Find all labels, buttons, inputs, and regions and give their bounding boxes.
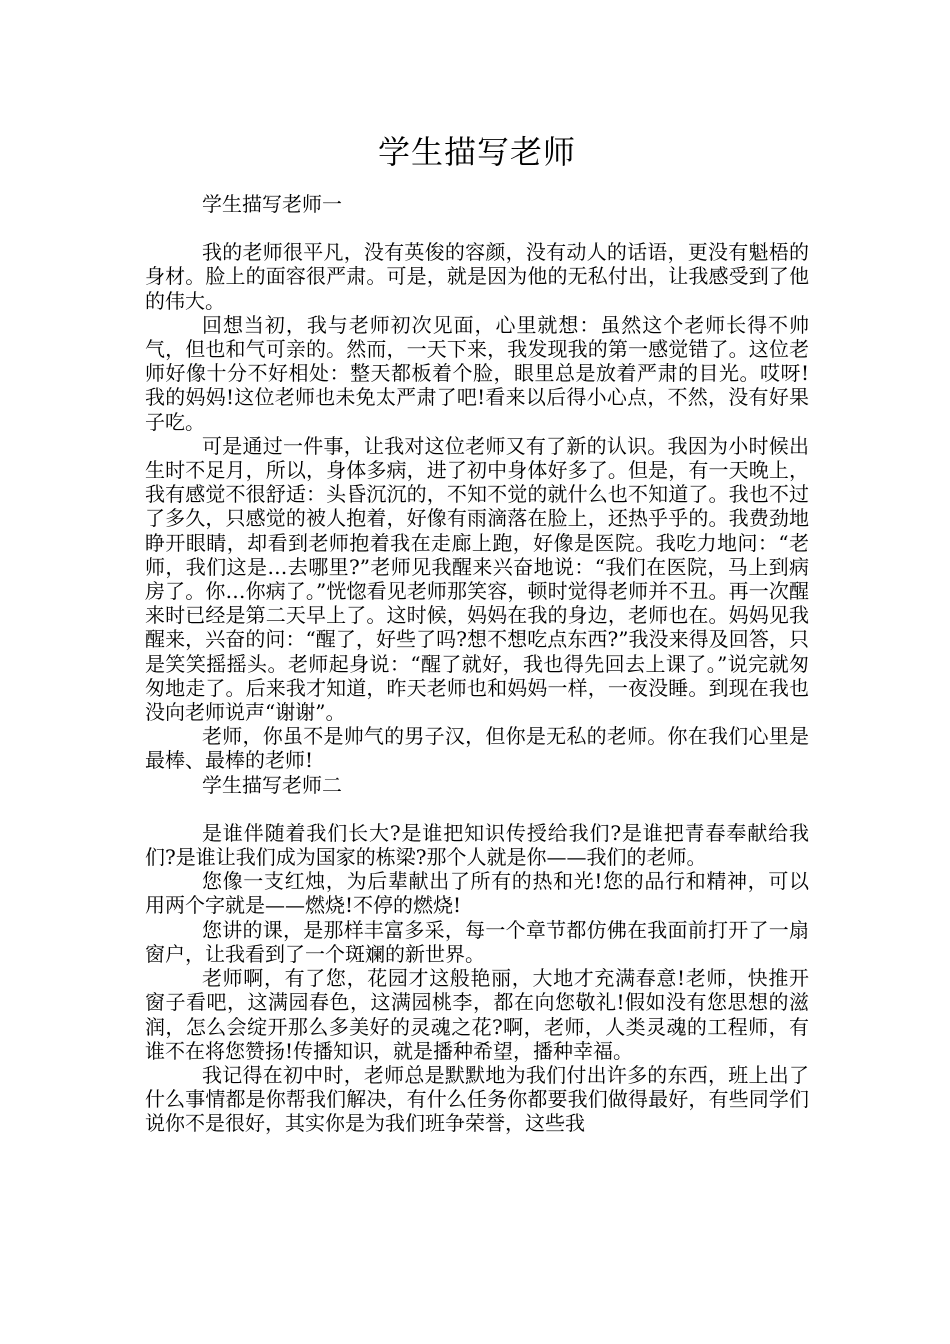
paragraph: 我记得在初中时，老师总是默默地为我们付出许多的东西，班上出了什么事情都是你帮我们解决，有什么任务你都要我们做得最好，有些同学们说你不是很好，其实你是为我们班争荣誉，这些我 (145, 1062, 809, 1136)
paragraph: 回想当初，我与老师初次见面，心里就想：虽然这个老师长得不帅气，但也和气可亲的。然而，一天下来，我发现我的第一感觉错了。这位老师好像十分不好相处：整天都板着个脸，眼里总是放着严肃的目光。哎呀!我的妈妈!这位老师也未免太严肃了吧!看来以后得小心点，不然，没有好果子吃。 (145, 312, 809, 434)
paragraph: 可是通过一件事，让我对这位老师又有了新的认识。我因为小时候出生时不足月，所以，身体多病，进了初中身体好多了。但是，有一天晚上，我有感觉不很舒适：头昏沉沉的，不知不觉的就什么也不知道了。我也不过了多久，只感觉的被人抱着，好像有雨滴落在脸上，还热乎乎的。我费劲地睁开眼睛，却看到老师抱着我在走廊上跑，好像是医院。我吃力地问：“老师，我们这是…去哪里?”老师见我醒来兴奋地说：“我们在医院，马上到病房了。你…你病了。”恍惚看见老师那笑容，顿时觉得老师并不丑。再一次醒来时已经是第二天早上了。这时候，妈妈在我的身边，老师也在。妈妈见我醒来，兴奋的问：“醒了，好些了吗?想不想吃点东西?”我没来得及回答，只是笑笑摇摇头。老师起身说：“醒了就好，我也得先回去上课了。”说完就匆匆地走了。后来我才知道，昨天老师也和妈妈一样，一夜没睡。到现在我也没向老师说声“谢谢”。 (145, 433, 809, 725)
section-two (145, 773, 809, 1136)
paragraph: 老师啊，有了您，花园才这般艳丽，大地才充满春意!老师，快推开窗子看吧，这满园春色，这满园桃李，都在向您敬礼!假如没有您思想的滋润，怎么会绽开那么多美好的灵魂之花?啊，老师，人类灵魂的工程师，有谁不在将您赞扬!传播知识，就是播种希望，播种幸福。 (145, 966, 809, 1063)
section-heading: 学生描写老师二 (202, 772, 342, 797)
blank-line (145, 797, 809, 821)
paragraph: 我的老师很平凡，没有英俊的容颜，没有动人的话语，更没有魁梧的身材。脸上的面容很严肃。可是，就是因为他的无私付出，让我感受到了他的伟大。 (145, 240, 809, 313)
paragraph: 您像一支红烛，为后辈献出了所有的热和光!您的品行和精神，可以用两个字就是——燃烧!不停的燃烧! (145, 869, 809, 918)
paragraph: 是谁伴随着我们长大?是谁把知识传授给我们?是谁把青春奉献给我们?是谁让我们成为国家的栋梁?那个人就是你——我们的老师。 (145, 820, 809, 870)
paragraph: 老师，你虽不是帅气的男子汉，但你是无私的老师。你在我们心里是最棒、最棒的老师! (145, 724, 809, 773)
section-heading: 学生描写老师一 (202, 192, 342, 216)
document-page (145, 128, 809, 1136)
document-title: 学生描写老师 (377, 133, 576, 171)
blank-line (145, 216, 809, 240)
paragraph: 您讲的课，是那样丰富多采，每一个章节都仿佛在我面前打开了一扇窗户，让我看到了一个斑斓的新世界。 (145, 917, 809, 966)
section-one (145, 192, 809, 773)
